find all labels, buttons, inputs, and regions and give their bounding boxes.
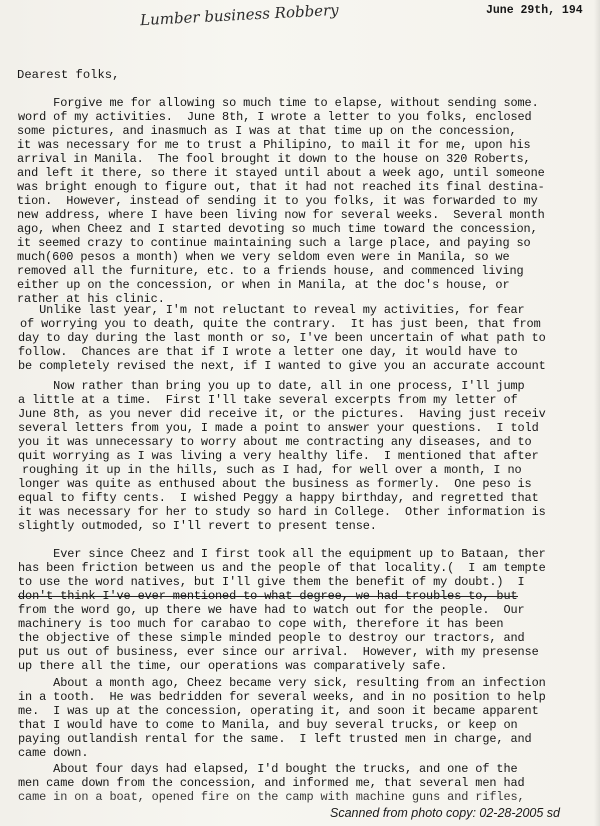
text-line: of worrying you to death, quite the contrary. It has just been, that from (20, 317, 541, 331)
text-line: much(600 pesos a month) when we very seldom even were in Manila, so we (17, 250, 510, 264)
text-line: roughing it up in the hills, such as I had, for well over a month, I no (22, 463, 522, 477)
text-line: to use the word natives, but I'll give them the benefit of my doubt.) I (18, 575, 525, 589)
text-line: was bright enough to figure out, that it had not reached its final destina- (17, 180, 545, 194)
text-line: a little at a time. First I'll take several excerpts from my letter of (18, 393, 518, 407)
text-line: put us out of business, ever since our arrival. However, with my presense (18, 645, 539, 659)
scan-footer-note: Scanned from photo copy: 02-28-2005 sd (330, 806, 561, 820)
text-line: be completely revised the next, if I wanted to give you an accurate account (18, 359, 546, 373)
text-line: that I would have to come to Manila, and buy several trucks, or keep on (18, 718, 518, 732)
text-line: paying outlandish rental for the same. I left trusted men in charge, and (18, 732, 532, 746)
text-line: in a tooth. He was bedridden for several weeks, and in no position to help (18, 690, 546, 704)
text-line: word of my activities. June 8th, I wrote a letter to you folks, enclosed (18, 110, 532, 124)
text-line: has been friction between us and the people of that locality.( I am tempte (18, 561, 546, 575)
text-line: Now rather than bring you up to date, all in one process, I'll jump (18, 379, 525, 393)
text-line: slightly outmoded, so I'll revert to present tense. (18, 519, 377, 533)
text-line: quit worrying as I was living a very healthy life. I mentioned that after (18, 449, 539, 463)
text-line: Ever since Cheez and I first took all the equipment up to Bataan, ther (18, 547, 546, 561)
text-line: June 8th, as you never did receive it, or the pictures. Having just receiv (18, 407, 546, 421)
text-line: follow. Chances are that if I wrote a letter one day, it would have to (18, 345, 518, 359)
text-line: came in on a boat, opened fire on the camp with machine guns and rifles, (18, 790, 525, 804)
struck-text-line: don't think I've ever mentioned to what degree, we had troubles to, but (18, 589, 518, 603)
text-line: Unlike last year, I'm not reluctant to reveal my activities, for fear (18, 303, 525, 317)
text-line: several letters from you, I made a point to answer your questions. I told (18, 421, 539, 435)
text-line: About a month ago, Cheez became very sick, resulting from an infection (18, 676, 546, 690)
handwritten-note: Lumber business Robbery (139, 0, 340, 30)
text-line: About four days had elapsed, I'd bought the trucks, and one of the (18, 762, 518, 776)
text-line: from the word go, up there we have had to watch out for the people. Our (18, 603, 525, 617)
text-line: rather at his clinic. (17, 292, 165, 306)
text-line: and left it there, so there it stayed until about a week ago, until someone (17, 166, 545, 180)
text-line: men came down from the concession, and informed me, that several men had (18, 776, 525, 790)
greeting: Dearest folks, (17, 68, 120, 82)
text-line: either up on the concession, or when in Manila, at the doc's house, or (17, 278, 510, 292)
text-line: arrival in Manila. The fool brought it down to the house on 320 Roberts, (17, 152, 531, 166)
text-line: day to day during the last month or so, I've been uncertain of what path to (18, 331, 546, 345)
text-line: equal to fifty cents. I wished Peggy a happy birthday, and regretted that (18, 491, 539, 505)
page-edge (594, 0, 600, 826)
text-line: me. I was up at the concession, operating it, and soon it became apparent (18, 704, 539, 718)
letter-date: June 29th, 194 (486, 4, 583, 17)
text-line: tion. However, instead of sending it to you folks, it was forwarded to my (17, 194, 538, 208)
text-line: new address, where I have been living now for several weeks. Several month (17, 208, 545, 222)
text-line: it seemed crazy to continue maintaining such a large place, and paying so (17, 236, 531, 250)
text-line: removed all the furniture, etc. to a friends house, and commenced living (17, 264, 524, 278)
text-line: longer was quite as enthused about the business as formerly. One peso is (18, 477, 532, 491)
text-line: machinery is too much for carabao to cope with, therefore it has been (18, 617, 504, 631)
text-line: some pictures, and inasmuch as I was at that time up on the concession, (17, 124, 517, 138)
text-line: you it was unnecessary to worry about me contracting any diseases, and to (18, 435, 532, 449)
text-line: it was necessary for me to trust a Philipino, to mail it for me, upon his (17, 138, 531, 152)
text-line: came down. (18, 746, 89, 760)
text-line: up there all the time, our operations was comparatively safe. (18, 659, 448, 673)
text-line: the objective of these simple minded people to destroy our tractors, and (18, 631, 525, 645)
text-line: ago, when Cheez and I started devoting so much time toward the concession, (17, 222, 538, 236)
text-line: Forgive me for allowing so much time to elapse, without sending some. (18, 96, 539, 110)
text-line: it was necessary for her to study so hard in College. Other information is (18, 505, 546, 519)
